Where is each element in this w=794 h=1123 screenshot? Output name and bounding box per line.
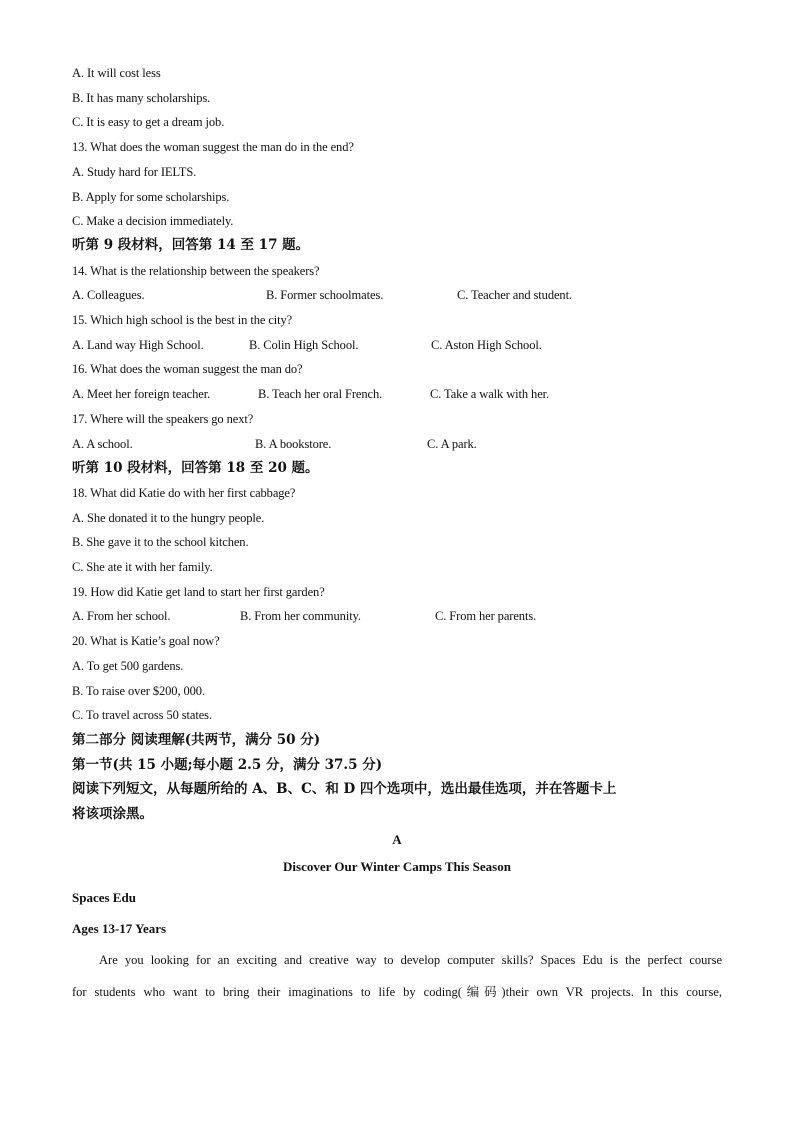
section-10-heading: 听第 10 段材料，回答第 18 至 20 题。 bbox=[72, 460, 319, 476]
question-14: 14. What is the relationship between the speakers? bbox=[72, 264, 320, 278]
q17-option-b: B. A bookstore. bbox=[255, 437, 332, 451]
q18-option-c: C. She ate it with her family. bbox=[72, 560, 213, 574]
passage-title: Discover Our Winter Camps This Season bbox=[283, 859, 511, 874]
q16-option-a: A. Meet her foreign teacher. bbox=[72, 387, 211, 401]
q19-option-c: C. From her parents. bbox=[435, 609, 537, 623]
q14-option-b: B. Former schoolmates. bbox=[266, 288, 384, 302]
camp-ages: Ages 13-17 Years bbox=[72, 921, 167, 936]
q19-options bbox=[72, 608, 722, 624]
q20-option-a: A. To get 500 gardens. bbox=[72, 659, 184, 673]
q19-option-b: B. From her community. bbox=[240, 609, 361, 623]
question-16: 16. What does the woman suggest the man do? bbox=[72, 362, 303, 376]
passage-letter: A bbox=[392, 832, 402, 847]
q17-option-c: C. A park. bbox=[427, 437, 477, 451]
q16-option-b: B. Teach her oral French. bbox=[258, 387, 383, 401]
part-2-title: 第二部分 阅读理解(共两节，满分 50 分) bbox=[72, 732, 321, 748]
instruction-line-1: 阅读下列短文，从每题所给的 A、B、C、和 D 四个选项中，选出最佳选项，并在答题卡上 bbox=[72, 781, 617, 797]
q12-option-b: B. It has many scholarships. bbox=[72, 91, 211, 105]
q12-option-a: A. It will cost less bbox=[72, 66, 161, 80]
question-15: 15. Which high school is the best in the city? bbox=[72, 313, 293, 327]
q12-option-c: C. It is easy to get a dream job. bbox=[72, 115, 225, 129]
q14-option-a: A. Colleagues. bbox=[72, 288, 145, 302]
question-19: 19. How did Katie get land to start her first garden? bbox=[72, 585, 325, 599]
q16-option-c: C. Take a walk with her. bbox=[430, 387, 550, 401]
q19-option-a: A. From her school. bbox=[72, 609, 171, 623]
passage-line-2: for students who want to bring their imaginations to life by coding(编码)their own VR projects. In this course, bbox=[72, 985, 722, 999]
q13-option-c: C. Make a decision immediately. bbox=[72, 214, 234, 228]
q15-options bbox=[72, 337, 722, 353]
q17-options bbox=[72, 436, 722, 452]
q13-option-b: B. Apply for some scholarships. bbox=[72, 190, 230, 204]
q14-option-c: C. Teacher and student. bbox=[457, 288, 572, 302]
question-17: 17. Where will the speakers go next? bbox=[72, 412, 254, 426]
q17-option-a: A. A school. bbox=[72, 437, 133, 451]
section-1-title: 第一节(共 15 小题;每小题 2.5 分，满分 37.5 分) bbox=[72, 757, 383, 773]
q14-options bbox=[72, 287, 722, 303]
q16-options bbox=[72, 386, 722, 402]
question-13: 13. What does the woman suggest the man do in the end? bbox=[72, 140, 354, 154]
passage-line-1: Are you looking for an exciting and creative way to develop computer skills? Spaces Edu is the perfect course bbox=[99, 953, 722, 967]
camp-name: Spaces Edu bbox=[72, 890, 136, 905]
q18-option-b: B. She gave it to the school kitchen. bbox=[72, 535, 249, 549]
question-20: 20. What is Katie’s goal now? bbox=[72, 634, 220, 648]
q20-option-b: B. To raise over $200, 000. bbox=[72, 684, 205, 698]
q15-option-c: C. Aston High School. bbox=[431, 338, 542, 352]
q18-option-a: A. She donated it to the hungry people. bbox=[72, 511, 265, 525]
q15-option-a: A. Land way High School. bbox=[72, 338, 204, 352]
section-9-heading: 听第 9 段材料，回答第 14 至 17 题。 bbox=[72, 237, 310, 253]
q20-option-c: C. To travel across 50 states. bbox=[72, 708, 212, 722]
question-18: 18. What did Katie do with her first cabbage? bbox=[72, 486, 296, 500]
q13-option-a: A. Study hard for IELTS. bbox=[72, 165, 197, 179]
q15-option-b: B. Colin High School. bbox=[249, 338, 359, 352]
instruction-line-2: 将该项涂黑。 bbox=[72, 806, 153, 822]
